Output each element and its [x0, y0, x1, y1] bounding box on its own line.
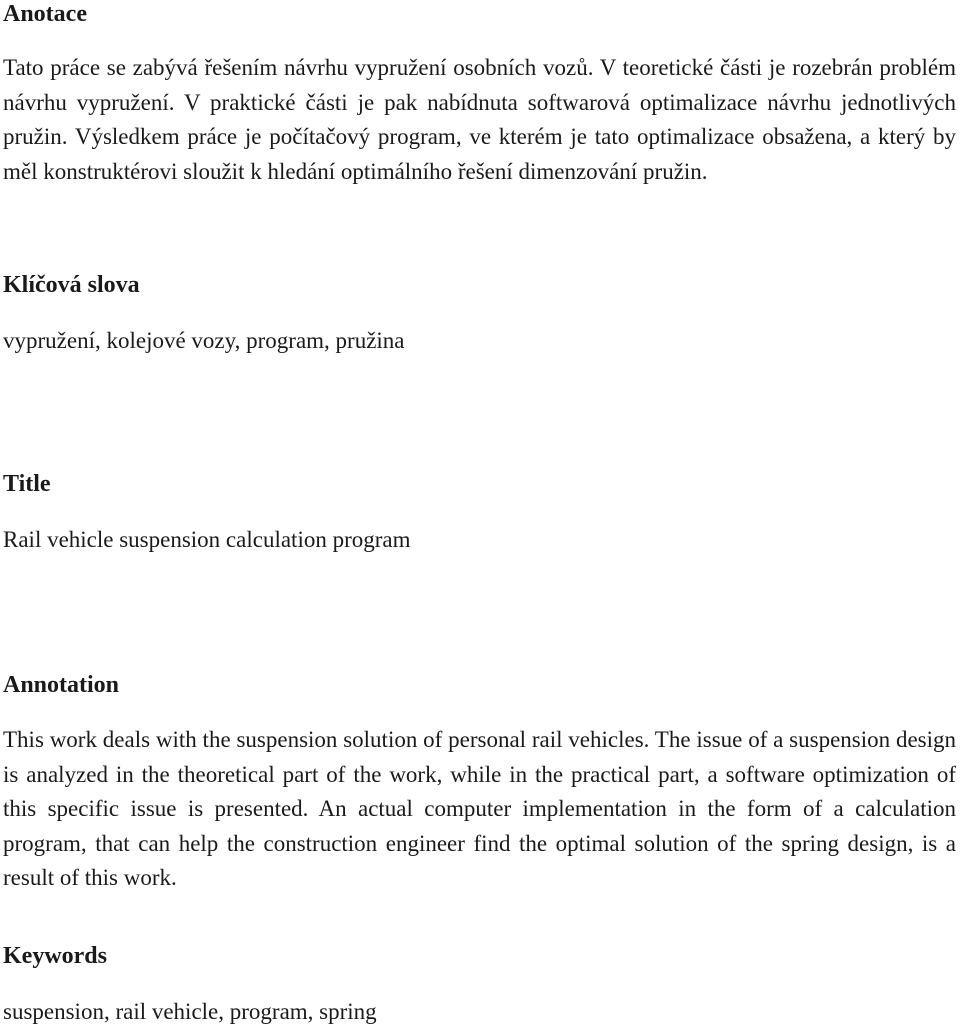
keywords-heading: Keywords: [3, 943, 107, 969]
anotace-heading: Anotace: [3, 1, 87, 27]
title-text: Rail vehicle suspension calculation program: [3, 527, 411, 552]
title-heading: Title: [3, 471, 51, 497]
annotation-text: This work deals with the suspension solution of personal rail vehicles. The issue of a suspension design is analyzed in the theoretical part of the work, while in the practical part, a software optimization of this specific issue is presented. An actual computer implementation in the form of a calculation program, that can help the construction engineer find the optimal solution of the spring design, is a result of this work.: [3, 727, 956, 891]
klicova-slova-heading: Klíčová slova: [3, 272, 140, 298]
klicova-slova-text: vypružení, kolejové vozy, program, pružina: [3, 328, 405, 353]
keywords-text: suspension, rail vehicle, program, spring: [3, 999, 377, 1024]
anotace-text: Tato práce se zabývá řešením návrhu vypružení osobních vozů. V teoretické části je rozebrán problém návrhu vypružení. V praktické části je pak nabídnuta softwarová optimalizace návrhu jednotlivých pružin. Výsledkem práce je počítačový program, ve kterém je tato optimalizace obsažena, a který by měl konstruktérovi sloužit k hledání optimálního řešení dimenzování pružin.: [3, 55, 956, 184]
annotation-heading: Annotation: [3, 672, 120, 698]
